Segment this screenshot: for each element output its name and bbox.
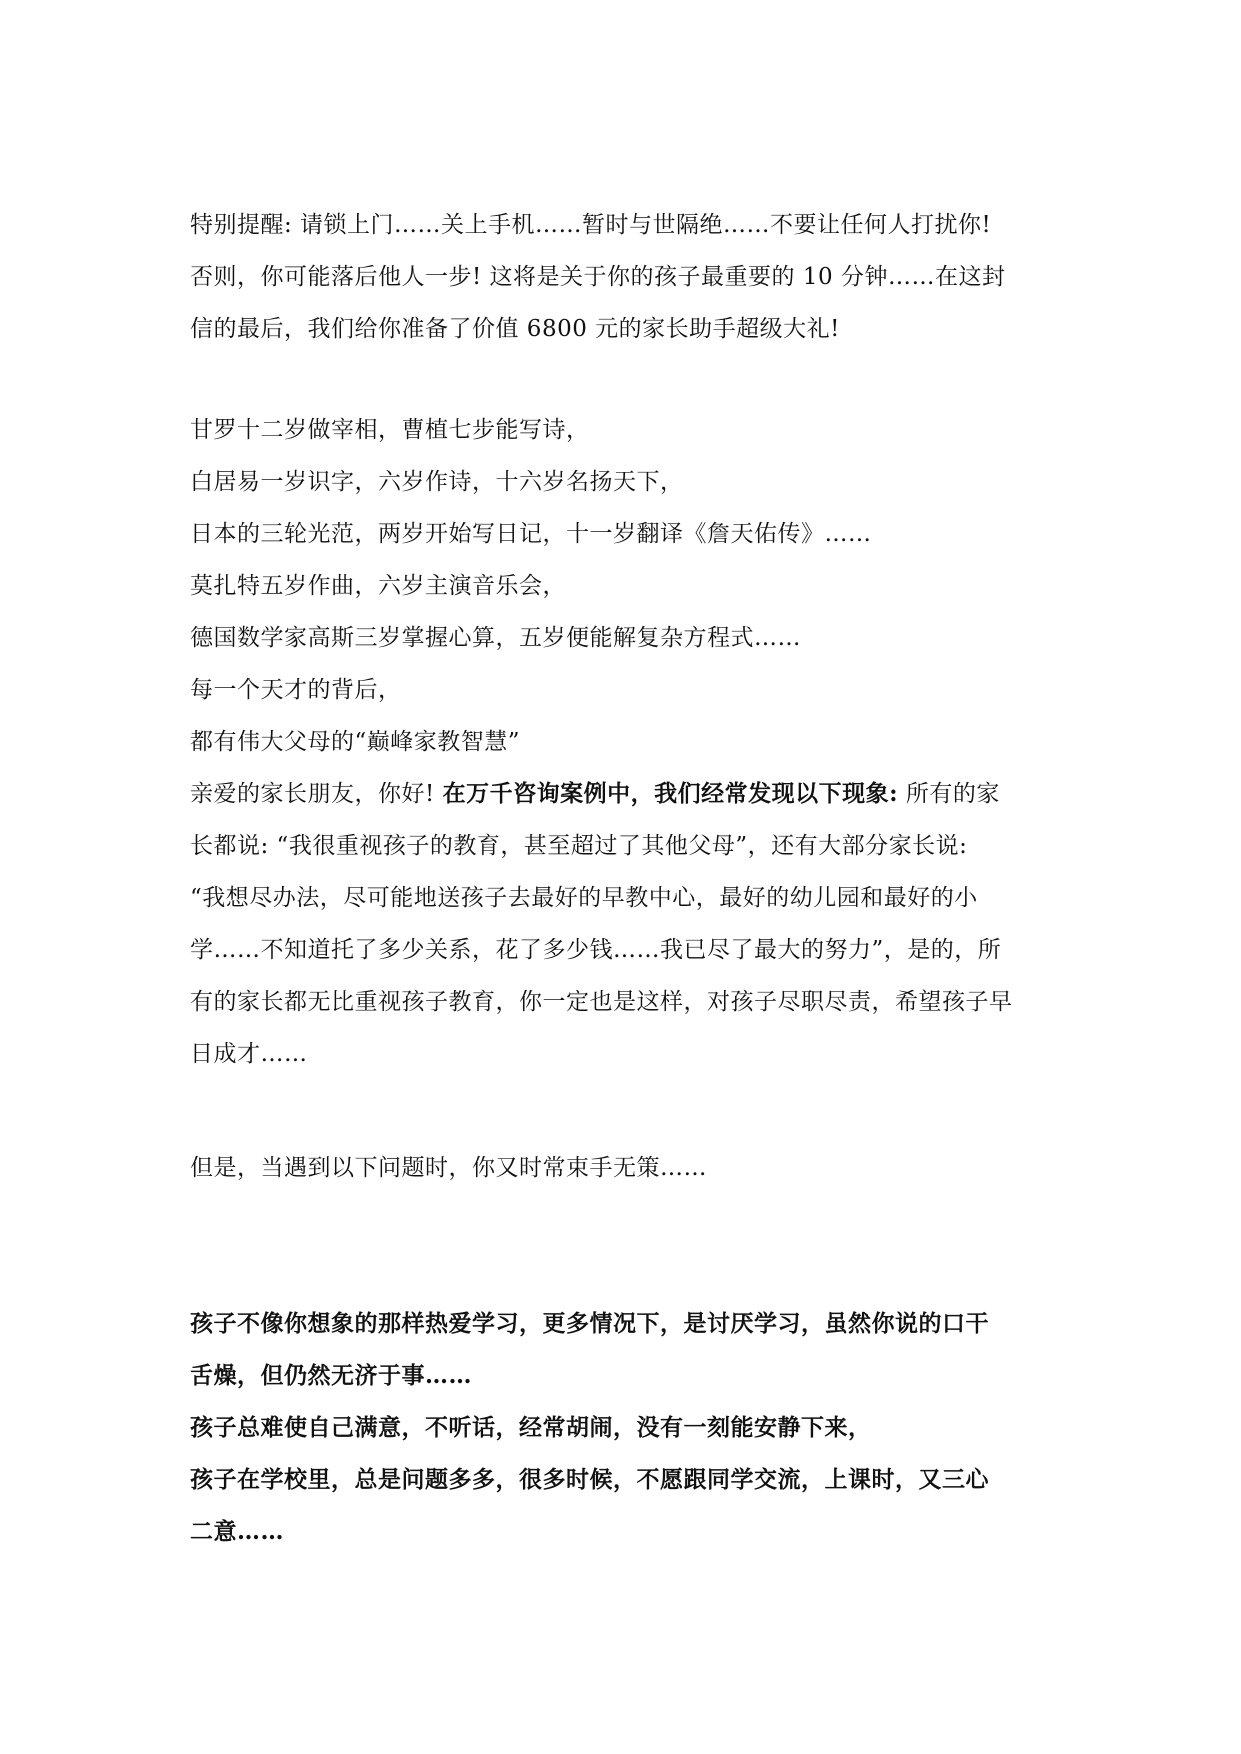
genius-line: 白居易一岁识字，六岁作诗，十六岁名扬天下，: [190, 469, 684, 495]
intro-line: 否则，你可能落后他人一步! 这将是关于你的孩子最重要的 10 分钟……在这封: [190, 264, 1006, 290]
genius-line: 日本的三轮光范，两岁开始写日记，十一岁翻译《詹天佑传》……: [190, 521, 872, 547]
continuation-line: 有的家长都无比重视孩子教育，你一定也是这样，对孩子尽职尽责，希望孩子早: [190, 989, 1013, 1015]
genius-line: 都有伟大父母的“巅峰家教智慧”: [190, 729, 521, 755]
greeting-prefix: 亲爱的家长朋友，你好!: [190, 781, 443, 807]
transition-line: 但是，当遇到以下问题时，你又时常束手无策……: [190, 1155, 707, 1181]
continuation-line: 日成才……: [190, 1041, 308, 1067]
intro-paragraph: [190, 199, 1060, 355]
problem-line: 孩子不像你想象的那样热爱学习，更多情况下，是讨厌学习，虽然你说的口干: [190, 1310, 989, 1337]
continuation-line: “我想尽办法，尽可能地送孩子去最好的早教中心，最好的幼儿园和最好的小: [190, 885, 978, 911]
continuation-line: 学……不知道托了多少关系，花了多少钱……我已尽了最大的努力”，是的，所: [190, 937, 1002, 963]
greeting-line: [190, 768, 1060, 820]
greeting-suffix: 所有的家: [898, 781, 1000, 807]
problems-paragraph: [190, 1298, 1060, 1558]
genius-line: 莫扎特五岁作曲，六岁主演音乐会，: [190, 573, 566, 599]
problem-line: 二意……: [190, 1518, 284, 1545]
problem-line: 舌燥，但仍然无济于事……: [190, 1362, 472, 1389]
genius-paragraph: [190, 404, 1060, 1080]
intro-line: 信的最后，我们给你准备了价值 6800 元的家长助手超级大礼!: [190, 316, 840, 342]
transition-paragraph: [190, 1142, 1060, 1194]
greeting-bold: 在万千咨询案例中，我们经常发现以下现象:: [442, 780, 899, 807]
continuation-line: 长都说: “我很重视孩子的教育，甚至超过了其他父母”，还有大部分家长说:: [190, 833, 968, 859]
problem-line: 孩子总难使自己满意，不听话，经常胡闹，没有一刻能安静下来，: [190, 1414, 872, 1441]
genius-line: 德国数学家高斯三岁掌握心算，五岁便能解复杂方程式……: [190, 625, 801, 651]
genius-line: 每一个天才的背后，: [190, 677, 402, 703]
intro-line: 特别提醒: 请锁上门……关上手机……暂时与世隔绝……不要让任何人打扰你!: [190, 212, 992, 238]
problem-line: 孩子在学校里，总是问题多多，很多时候，不愿跟同学交流，上课时，又三心: [190, 1466, 989, 1493]
genius-line: 甘罗十二岁做宰相，曹植七步能写诗，: [190, 417, 590, 443]
